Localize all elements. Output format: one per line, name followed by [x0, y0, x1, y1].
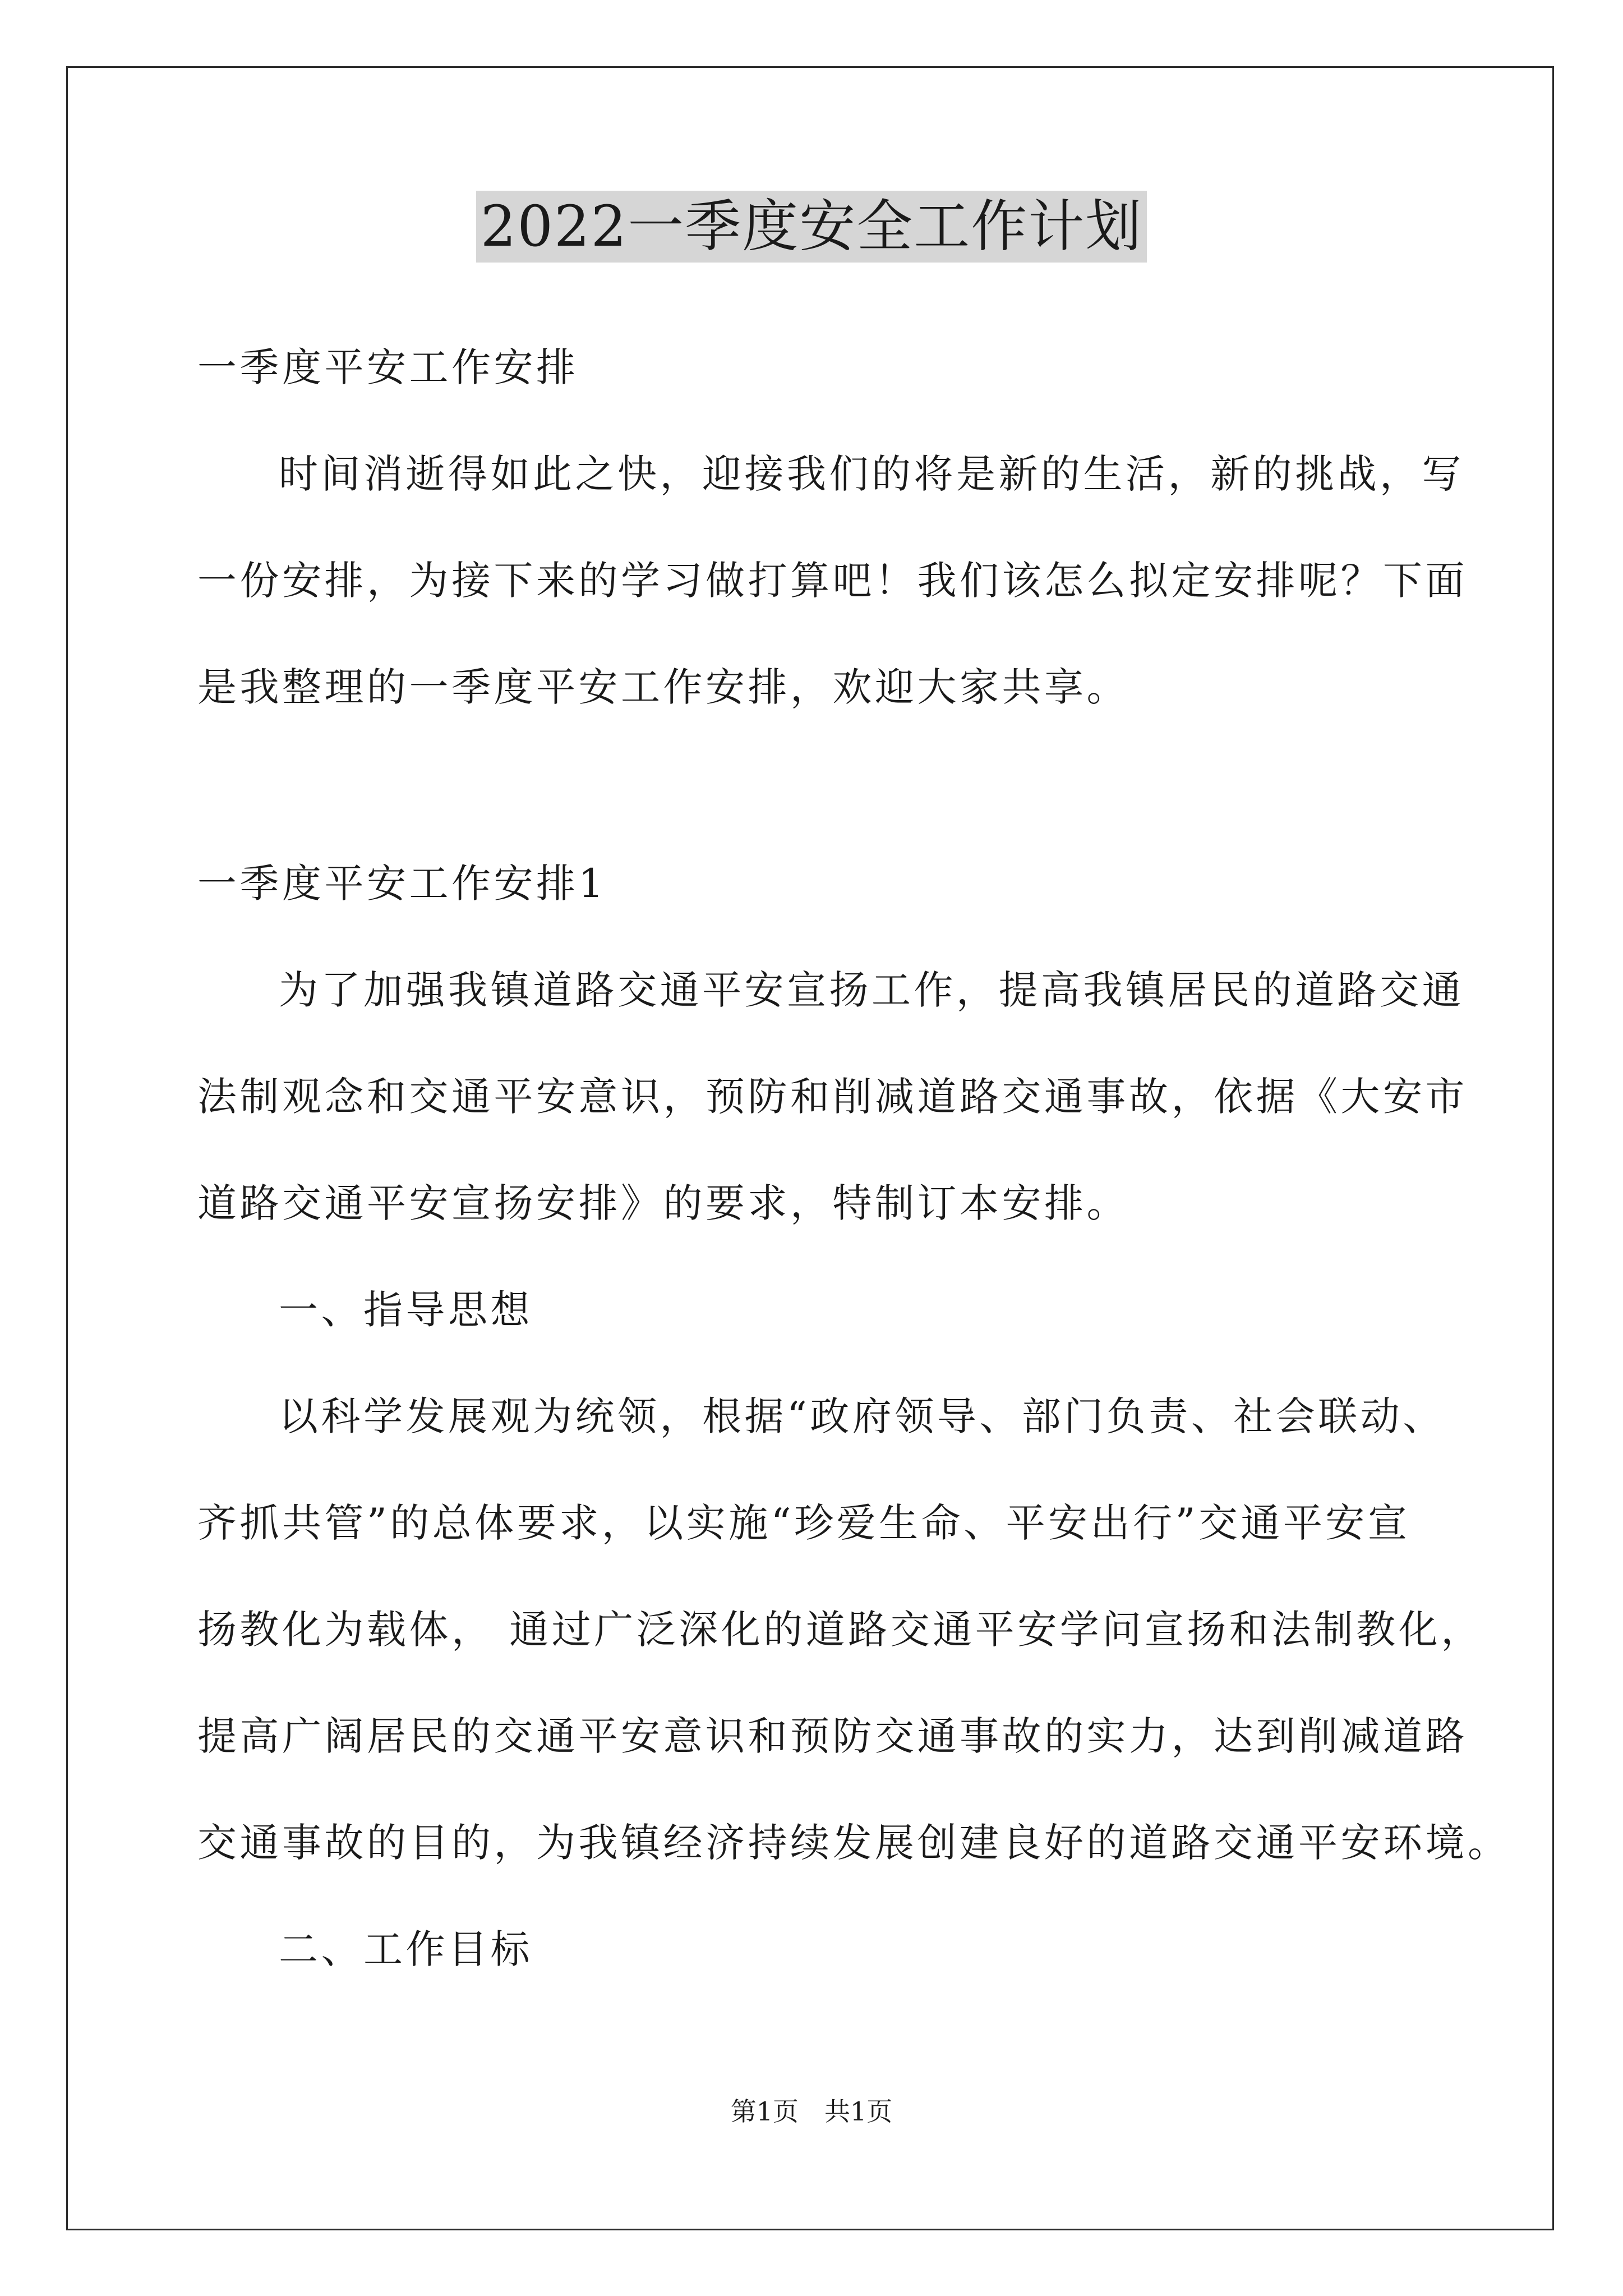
paragraph-line: 道路交通平安宣扬安排》的要求，特制订本安排。	[197, 1180, 1129, 1226]
paragraph-line: 以科学发展观为统领，根据“政府领导、部门负责、社会联动、	[279, 1393, 1445, 1439]
paragraph-line: 扬教化为载体， 通过广泛深化的道路交通平安学问宣扬和法制教化，	[197, 1607, 1483, 1653]
paragraph-line: 时间消逝得如此之快，迎接我们的将是新的生活，新的挑战，写	[279, 451, 1464, 497]
section-heading: 一季度平安工作安排1	[197, 861, 607, 907]
paragraph-line: 一份安排，为接下来的学习做打算吧！我们该怎么拟定安排呢？下面	[197, 558, 1468, 604]
paragraph-line: 为了加强我镇道路交通平安宣扬工作，提高我镇居民的道路交通	[279, 967, 1464, 1013]
paragraph-line: 提高广阔居民的交通平安意识和预防交通事故的实力，达到削减道路	[197, 1713, 1468, 1759]
paragraph-line: 是我整理的一季度平安工作安排，欢迎大家共享。	[197, 664, 1129, 710]
page-footer: 第1页 共1页	[730, 2096, 893, 2127]
title-container	[0, 191, 1623, 263]
subsection-heading: 一、指导思想	[279, 1287, 533, 1333]
paragraph-line: 齐抓共管”的总体要求，以实施“珍爱生命、平安出行”交通平安宣	[197, 1500, 1410, 1546]
section-heading: 一季度平安工作安排	[197, 344, 579, 390]
paragraph-line: 法制观念和交通平安意识，预防和削减道路交通事故，依据《大安市	[197, 1074, 1468, 1120]
document-body	[197, 314, 1510, 2003]
document-title: 2022一季度安全工作计划	[476, 191, 1147, 263]
spacer	[197, 740, 1466, 830]
paragraph-line: 交通事故的目的，为我镇经济持续发展创建良好的道路交通平安环境。	[197, 1820, 1510, 1866]
subsection-heading: 二、工作目标	[279, 1926, 533, 1972]
